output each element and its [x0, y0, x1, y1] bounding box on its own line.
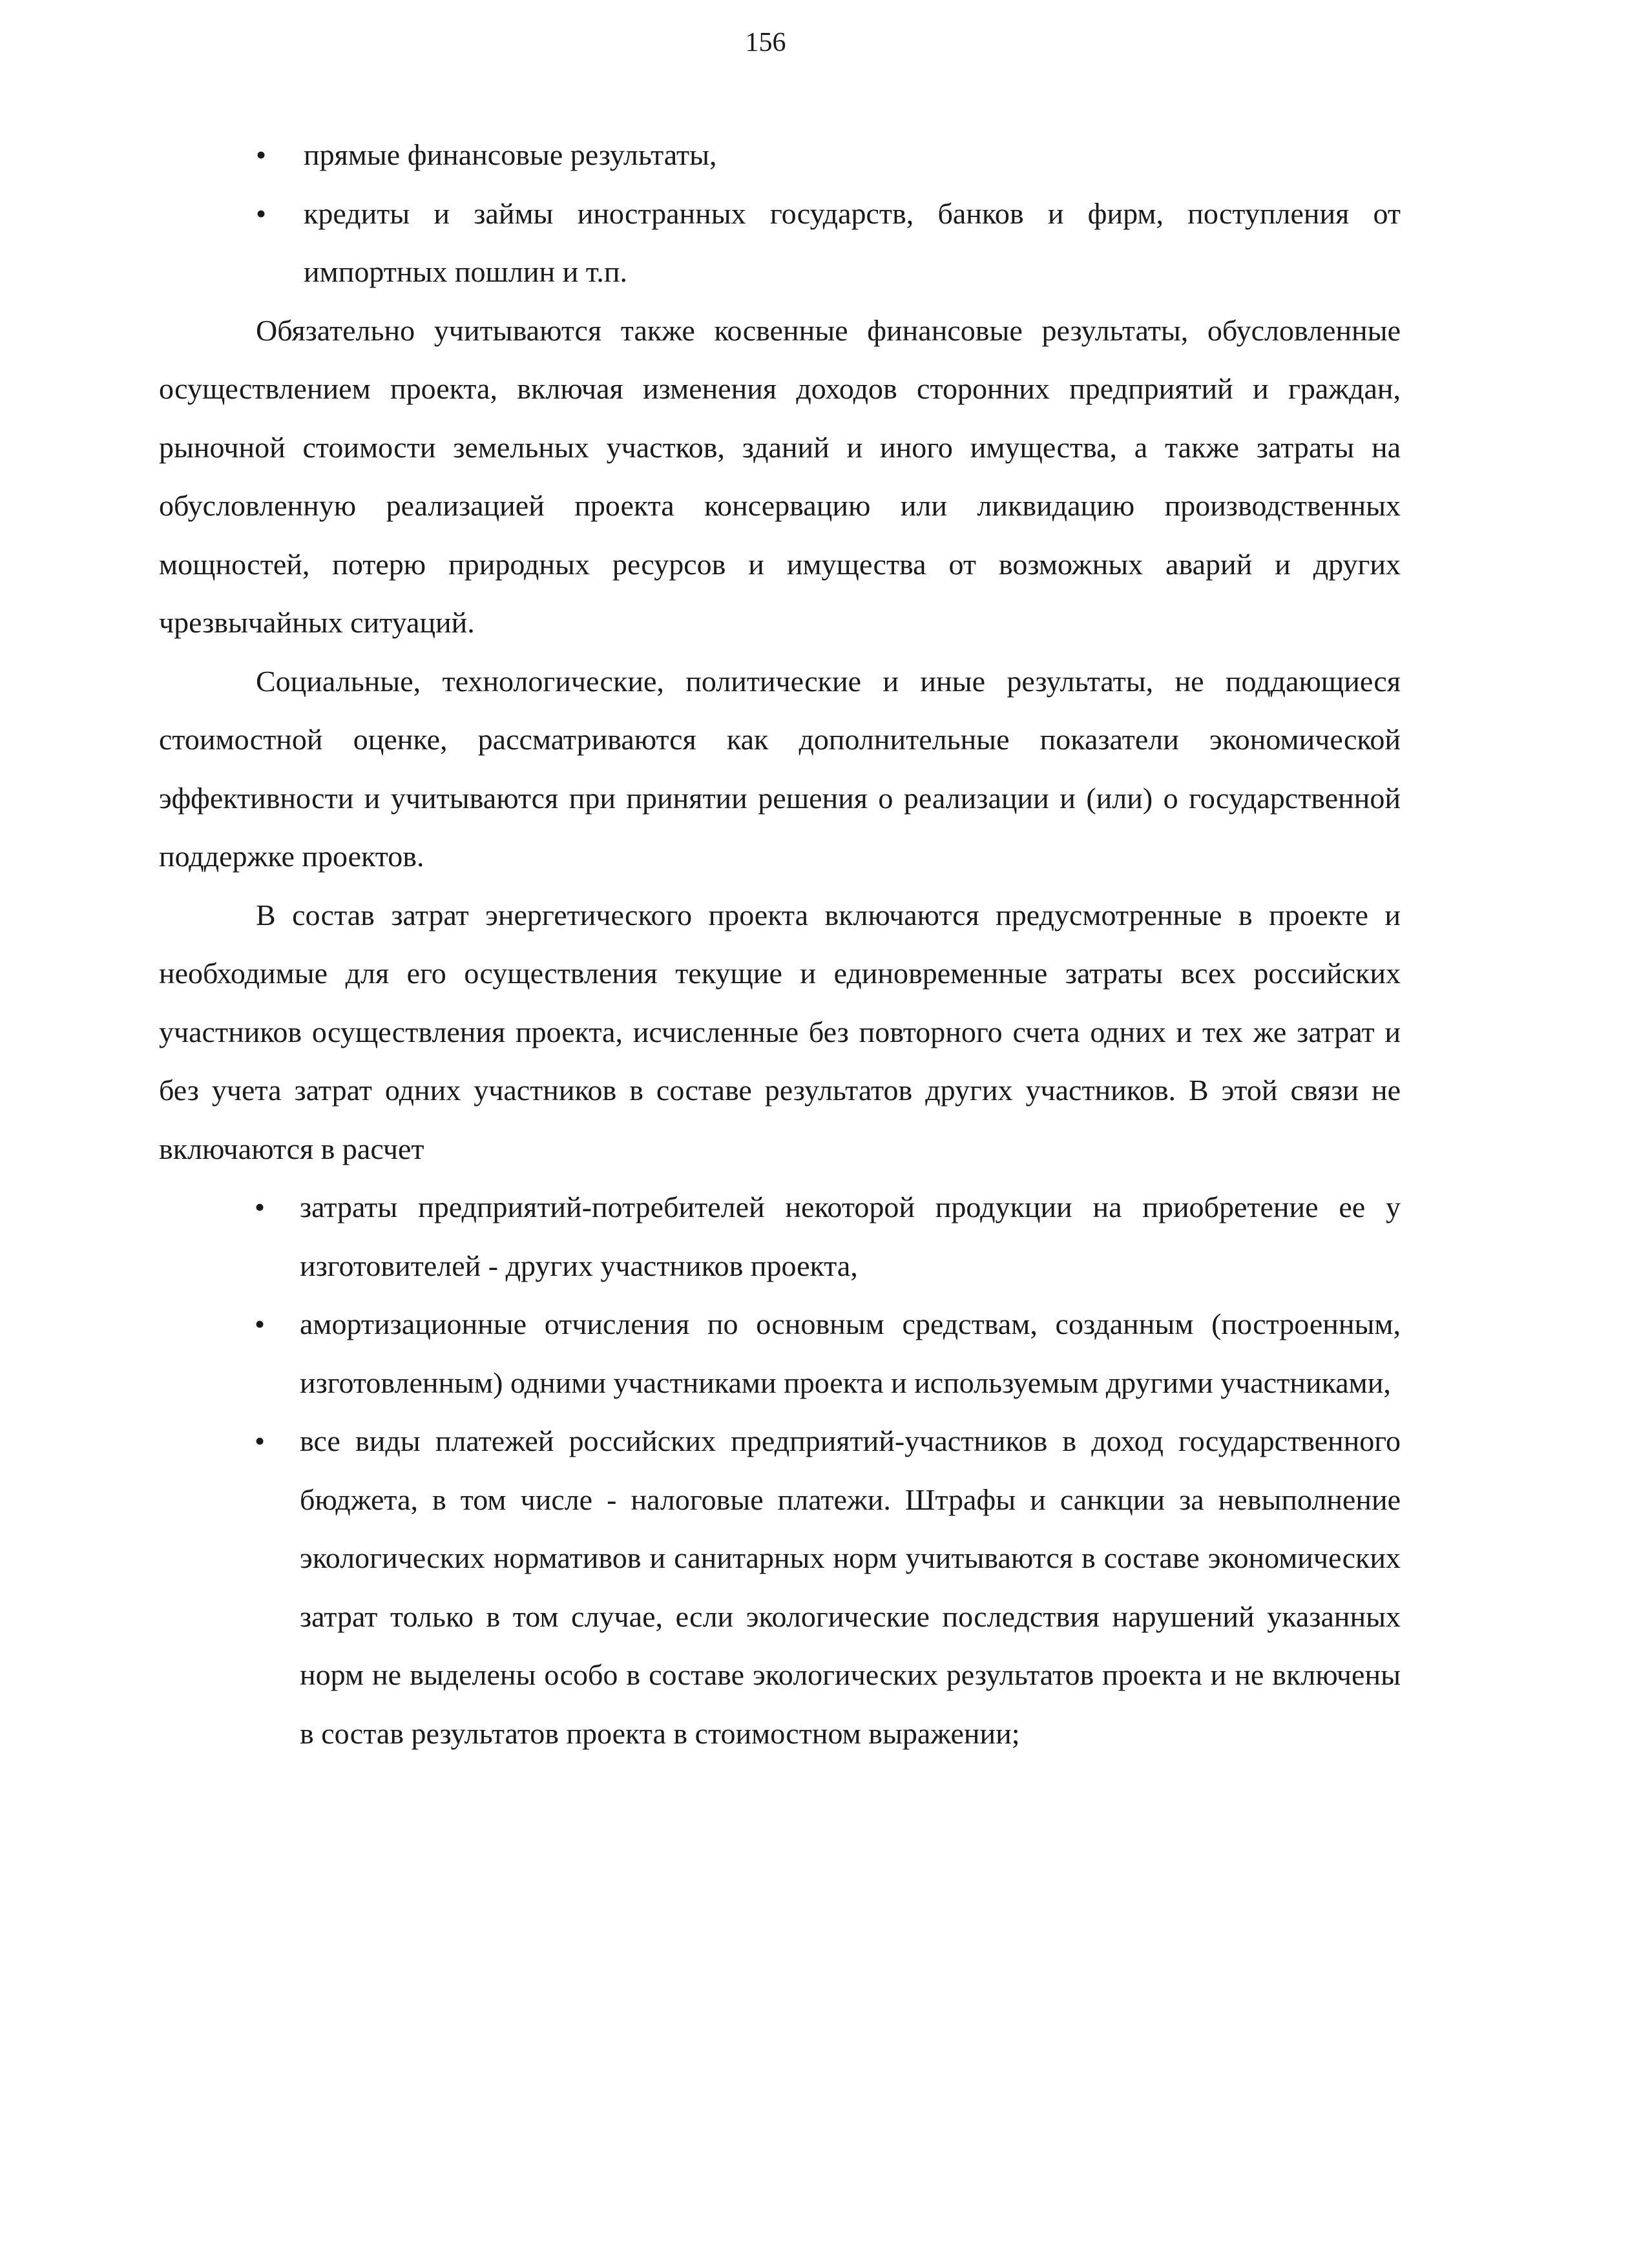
bullet-icon: •: [256, 196, 267, 230]
list-item-text: затраты предприятий-потребителей некоторой продукции на приобретение ее у изготовителей - других участников проекта,: [300, 1191, 1401, 1282]
bullet-list-top: [159, 126, 1401, 302]
bullet-icon: •: [256, 138, 267, 171]
list-item-text: кредиты и займы иностранных государств, банков и фирм, поступления от импортных пошлин и т.п.: [304, 196, 1401, 288]
list-item: [159, 1295, 1401, 1412]
list-item-text: прямые финансовые результаты,: [304, 138, 717, 171]
list-item: [159, 185, 1401, 302]
page-body: [159, 126, 1401, 1763]
list-item: [159, 126, 1401, 185]
paragraph-project-costs: В состав затрат энергетического проекта включаются предусмотренные в проекте и необходимые для его осуществления текущие и единовременные затраты всех российских участников осуществления проекта, исчисленные без повторного счета одних и тех же затрат и без учета затрат одних участников в составе результатов других участников. В этой связи не включаются в расчет: [159, 898, 1401, 1165]
paragraph-social-results: Социальные, технологические, политические и иные результаты, не поддающиеся стоимостной оценке, рассматриваются как дополнительные показатели экономической эффективности и учитываются при принятии решения о реализации и (или) о государственной поддержке проектов.: [159, 664, 1401, 873]
bullet-list-exclusions: [159, 1178, 1401, 1763]
bullet-icon: •: [255, 1191, 266, 1223]
list-item-text: амортизационные отчисления по основным средствам, созданным (построенным, изготовленным) одними участниками проекта и используемым другими участниками,: [300, 1307, 1401, 1399]
bullet-icon: •: [255, 1307, 266, 1340]
bullet-icon: •: [255, 1424, 266, 1457]
list-item: [159, 1412, 1401, 1763]
paragraph-indirect-results: Обязательно учитываются также косвенные финансовые результаты, обусловленные осуществлением проекта, включая изменения доходов сторонних предприятий и граждан, рыночной стоимости земельных участков, зданий и иного имущества, а также затраты на обусловленную реализацией проекта консервацию или ликвидацию производственных мощностей, потерю природных ресурсов и имущества от возможных аварий и других чрезвычайных ситуаций.: [159, 313, 1401, 639]
list-item: [159, 1178, 1401, 1295]
list-item-text: все виды платежей российских предприятий-участников в доход государственного бюджета, в том числе - налоговые платежи. Штрафы и санкции за невыполнение экологических нормативов и санитарных норм учитываются в составе экономических затрат только в том случае, если экологические последствия нарушений указанных норм не выделены особо в составе экологических результатов проекта и не включены в состав результатов проекта в стоимостном выражении;: [300, 1424, 1401, 1750]
page-number: 156: [745, 28, 786, 57]
